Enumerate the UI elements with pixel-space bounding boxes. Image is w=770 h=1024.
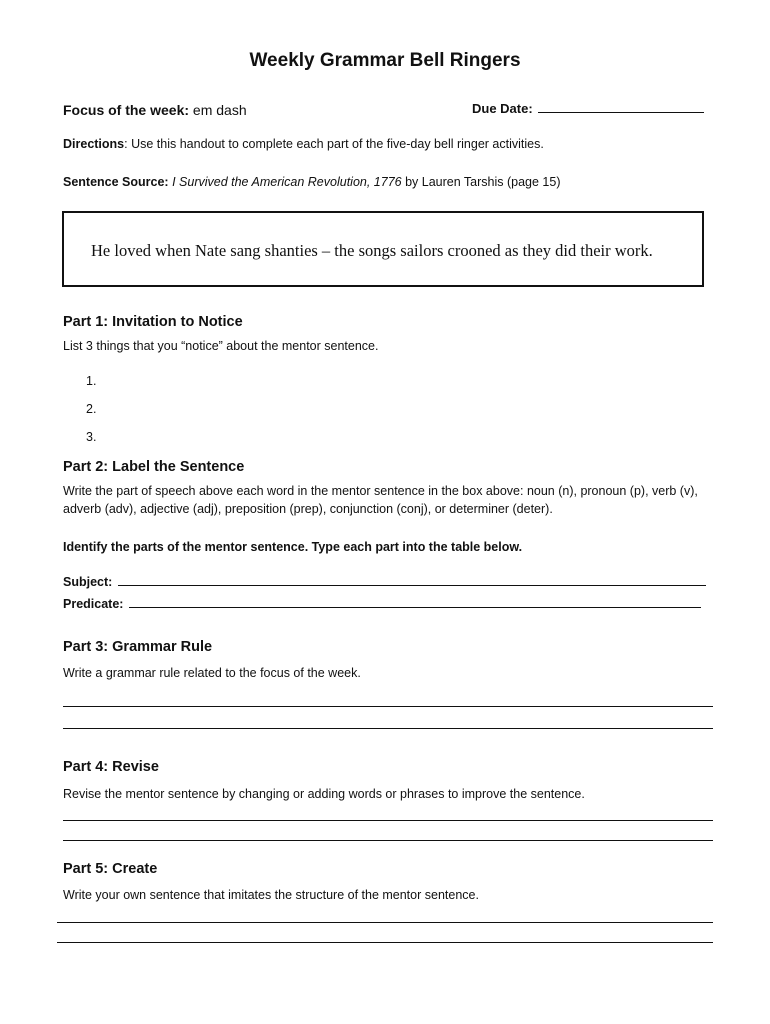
part5-answer-line-1[interactable] (57, 922, 713, 923)
source-rest: by Lauren Tarshis (page 15) (401, 175, 561, 189)
part4-answer-line-2[interactable] (63, 840, 713, 841)
focus-value: em dash (189, 102, 247, 118)
subject-input-line[interactable] (118, 574, 706, 586)
part2-instruction: Write the part of speech above each word in the mentor sentence in the box above: noun (n), pronoun (p), verb (v), adverb (adv), adjective (adj), preposition (prep), conjunction (conj), or determiner (deter). (63, 484, 698, 516)
source-label: Sentence Source: (63, 175, 169, 189)
directions-text: : Use this handout to complete each part of the five-day bell ringer activities. (124, 137, 544, 151)
part5-answer-line-2[interactable] (57, 942, 713, 943)
predicate-field (63, 596, 701, 611)
part3-answer-line-1[interactable] (63, 706, 713, 707)
part3-instruction: Write a grammar rule related to the focus of the week. (63, 666, 361, 680)
mentor-sentence-box[interactable] (62, 211, 704, 287)
part1-heading: Part 1: Invitation to Notice (63, 314, 243, 330)
part4-heading: Part 4: Revise (63, 759, 159, 775)
mentor-sentence: He loved when Nate sang shanties – the songs sailors crooned as they did their work. (91, 241, 653, 260)
notice-item-2[interactable]: 2. (86, 402, 97, 416)
due-date-label: Due Date: (472, 101, 533, 116)
subject-label: Subject: (63, 575, 113, 589)
due-date (472, 100, 704, 116)
focus-label: Focus of the week: (63, 102, 190, 118)
subject-field (63, 574, 706, 589)
part2-identify: Identify the parts of the mentor sentence. Type each part into the table below. (63, 540, 523, 554)
directions-label: Directions (63, 137, 125, 151)
predicate-label: Predicate: (63, 597, 124, 611)
part3-heading: Part 3: Grammar Rule (63, 639, 213, 655)
part1-instruction: List 3 things that you “notice” about the mentor sentence. (63, 339, 379, 353)
part4-answer-line-1[interactable] (63, 820, 713, 821)
due-date-blank[interactable] (538, 100, 704, 113)
focus-of-week (63, 102, 247, 118)
source-title: I Survived the American Revolution, 1776 (172, 175, 402, 189)
part2-heading: Part 2: Label the Sentence (63, 459, 245, 475)
directions (63, 137, 544, 151)
part5-heading: Part 5: Create (63, 861, 158, 877)
notice-item-1[interactable]: 1. (86, 374, 97, 388)
sentence-source (63, 175, 561, 189)
part4-instruction: Revise the mentor sentence by changing or adding words or phrases to improve the sentence. (63, 787, 585, 801)
notice-item-3[interactable]: 3. (86, 430, 97, 444)
predicate-input-line[interactable] (129, 596, 701, 608)
part5-instruction: Write your own sentence that imitates the structure of the mentor sentence. (63, 888, 479, 902)
page-title: Weekly Grammar Bell Ringers (249, 50, 521, 71)
part3-answer-line-2[interactable] (63, 728, 713, 729)
